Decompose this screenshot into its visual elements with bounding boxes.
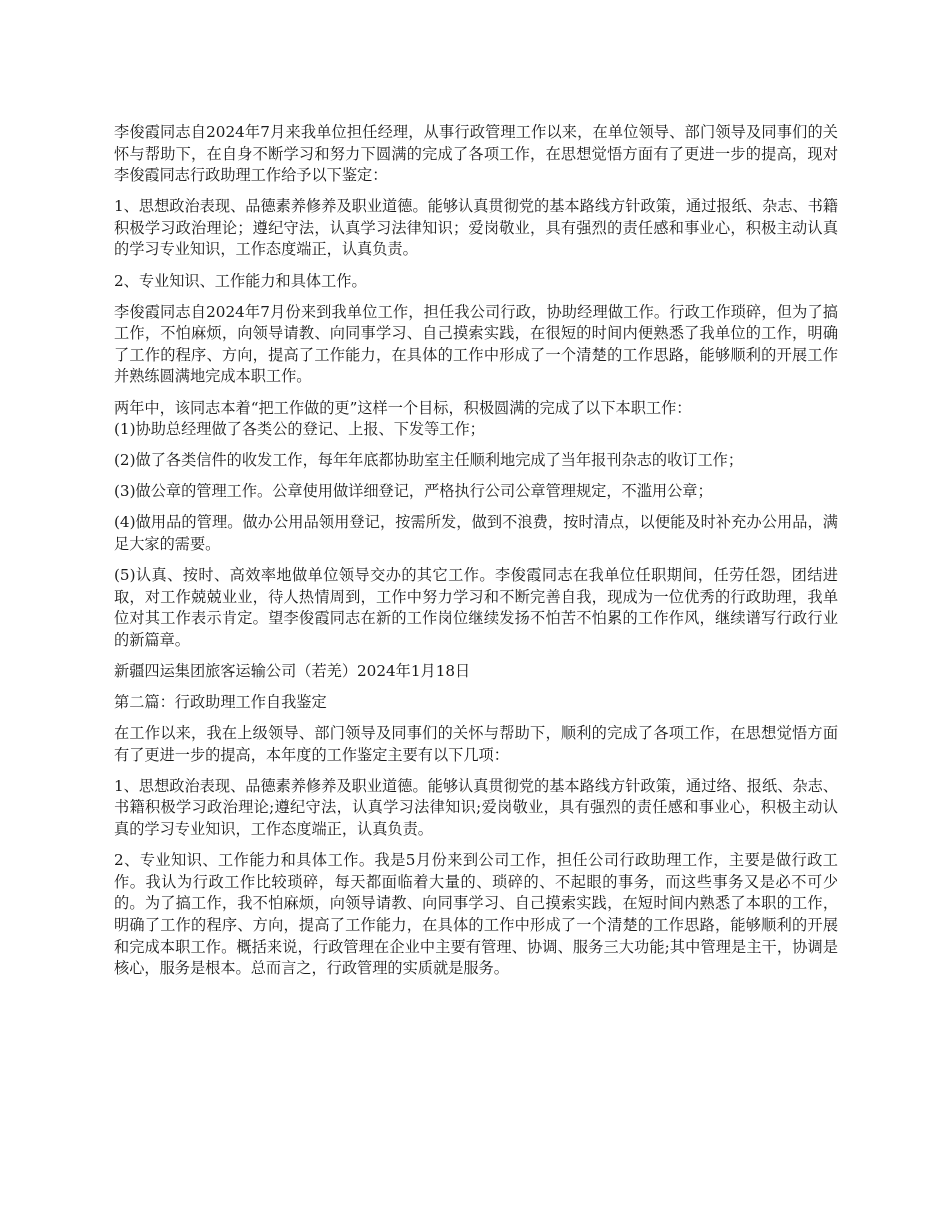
list-item-duty-4: (4)做用品的管理。做办公用品领用登记，按需所发，做到不浪费，按时清点，以便能及时补充办公用品，满足大家的需要。 bbox=[114, 513, 838, 553]
paragraph-intro: 李俊霞同志自2024年7月来我单位担任经理，从事行政管理工作以来，在单位领导、部门领导及同事们的关怀与帮助下，在自身不断学习和努力下圆满的完成了各项工作，在思想觉悟方面有了更进一步的提高，现对李俊霞同志行政助理工作给予以下鉴定： bbox=[114, 123, 838, 185]
list-item-duty-1: (1)协助总经理做了各类公的登记、上报、下发等工作； bbox=[114, 420, 485, 439]
paragraph-duties-intro: 两年中，该同志本着“把工作做的更”这样一个目标，积极圆满的完成了以下本职工作： bbox=[114, 398, 692, 417]
paragraph-point-2-heading: 2、专业知识、工作能力和具体工作。 bbox=[114, 271, 367, 290]
paragraph-part-2-point-1: 1、思想政治表现、品德素养修养及职业道德。能够认真贯彻党的基本路线方针政策，通过络、报纸、杂志、书籍积极学习政治理论;遵纪守法，认真学习法律知识;爱岗敬业，具有强烈的责任感和事业心，积极主动认真的学习专业知识，工作态度端正，认真负责。 bbox=[114, 776, 838, 839]
list-item-duty-3: (3)做公章的管理工作。公章使用做详细登记，严格执行公司公章管理规定，不滥用公章； bbox=[114, 482, 713, 501]
list-item-duty-5: (5)认真、按时、高效率地做单位领导交办的其它工作。李俊霞同志在我单位任职期间，任劳任怨，团结进取，对工作兢兢业业，待人热情周到，工作中努力学习和不断完善自我，现成为一位优秀的行政助理，我单位对其工作表示肯定。望李俊霞同志在新的工作岗位继续发扬不怕苦不怕累的工作作风，继续谱写行政行业的新篇章。 bbox=[114, 566, 838, 649]
paragraph-part-2-point-2: 2、专业知识、工作能力和具体工作。我是5月份来到公司工作，担任公司行政助理工作，主要是做行政工作。我认为行政工作比较琐碎，每天都面临着大量的、琐碎的、不起眼的事务，而这些事务又是必不可少的。为了搞工作，我不怕麻烦，向领导请教、向同事学习、自己摸索实践，在短时间内熟悉了本职的工作，明确了工作的程序、方向，提高了工作能力，在具体的工作中形成了一个清楚的工作思路，能够顺利的开展和完成本职工作。概括来说，行政管理在企业中主要有管理、协调、服务三大功能;其中管理是主干，协调是核心，服务是根本。总而言之，行政管理的实质就是服务。 bbox=[114, 851, 838, 978]
list-item-duty-2: (2)做了各类信件的收发工作，每年年底都协助室主任顺利地完成了当年报刊杂志的收订工作； bbox=[114, 451, 744, 470]
paragraph-point-1: 1、思想政治表现、品德素养修养及职业道德。能够认真贯彻党的基本路线方针政策，通过报纸、杂志、书籍积极学习政治理论；遵纪守法，认真学习法律知识；爱岗敬业，具有强烈的责任感和事业心，积极主动认真的学习专业知识，工作态度端正，认真负责。 bbox=[114, 197, 838, 259]
section-heading-part-2: 第二篇：行政助理工作自我鉴定 bbox=[114, 693, 327, 712]
document-body bbox=[114, 122, 838, 989]
paragraph-part-2-intro: 在工作以来，我在上级领导、部门领导及同事们的关怀与帮助下，顺利的完成了各项工作，在思想觉悟方面有了更进一步的提高，本年度的工作鉴定主要有以下几项： bbox=[114, 724, 838, 764]
signature-line: 新疆四运集团旅客运输公司（若羌）2024年1月18日 bbox=[114, 661, 471, 680]
paragraph-point-2-body: 李俊霞同志自2024年7月份来到我单位工作，担任我公司行政，协助经理做工作。行政工作琐碎，但为了搞工作，不怕麻烦，向领导请教、向同事学习、自己摸索实践，在很短的时间内便熟悉了我单位的工作，明确了工作的程序、方向，提高了工作能力，在具体的工作中形成了一个清楚的工作思路，能够顺利的开展工作并熟练圆满地完成本职工作。 bbox=[114, 302, 838, 386]
